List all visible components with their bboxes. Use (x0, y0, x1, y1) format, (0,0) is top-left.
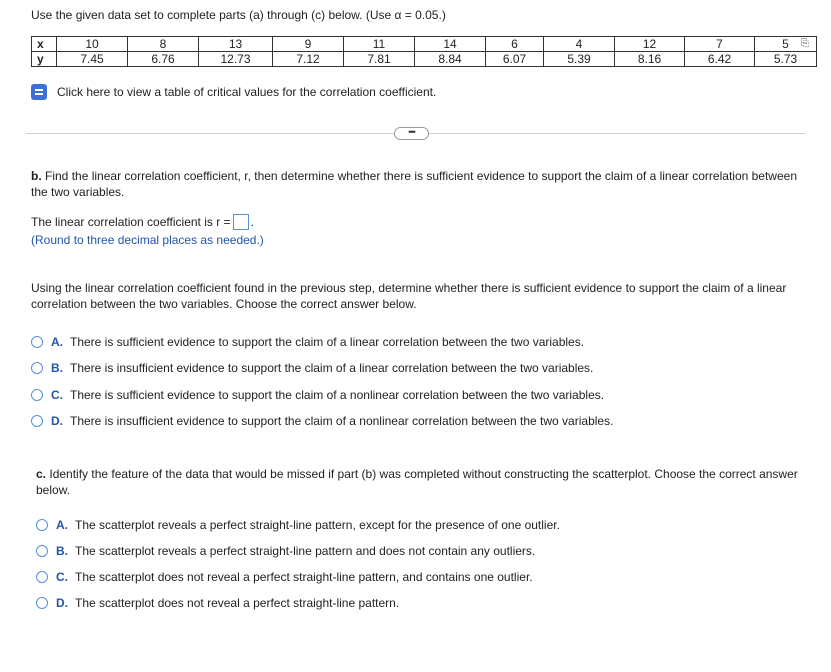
option-text: The scatterplot reveals a perfect straight-line pattern, except for the presence of one outlier. (75, 518, 560, 532)
part-b-question2: Using the linear correlation coefficient found in the previous step, determine whether there is sufficient evidence to support the claim of a linear correlation between the two variables. Choose the correct answer below. (31, 281, 787, 311)
radio-button[interactable] (36, 545, 48, 557)
option-letter: A. (56, 518, 68, 532)
x-cell: 14 (415, 37, 486, 52)
x-cell: 7 (685, 37, 755, 52)
y-cell: 8.16 (615, 52, 685, 67)
option-text: The scatterplot does not reveal a perfect straight-line pattern, and contains one outlier. (75, 570, 533, 584)
part-c-option-a[interactable] (36, 518, 560, 532)
part-b-prompt (31, 168, 801, 200)
x-cell: 4 (544, 37, 615, 52)
more-button[interactable]: ••• (394, 127, 429, 140)
x-cell: 13 (199, 37, 273, 52)
radio-button[interactable] (31, 362, 43, 374)
option-text: There is sufficient evidence to support the claim of a linear correlation between the two variables. (70, 335, 585, 349)
radio-button[interactable] (31, 415, 43, 427)
y-row (32, 52, 817, 67)
table-icon (31, 84, 47, 100)
part-b-option-d[interactable] (31, 414, 613, 428)
part-b-label: b. (31, 169, 42, 183)
radio-button[interactable] (36, 597, 48, 609)
y-cell: 7.12 (273, 52, 344, 67)
x-header: x (32, 37, 57, 52)
x-cell: 9 (273, 37, 344, 52)
r-answer-line (31, 214, 254, 230)
part-c-option-c[interactable] (36, 570, 533, 584)
x-cell: 6 (486, 37, 544, 52)
option-text: There is sufficient evidence to support the claim of a nonlinear correlation between the two variables. (70, 388, 605, 402)
radio-button[interactable] (36, 571, 48, 583)
critical-values-link-text[interactable]: Click here to view a table of critical values for the correlation coefficient. (57, 85, 437, 99)
instructions-text: Use the given data set to complete parts (a) through (c) below. (Use α = 0.05.) (31, 8, 446, 22)
part-c-prompt (36, 466, 806, 498)
option-letter: D. (51, 414, 63, 428)
y-cell: 5.39 (544, 52, 615, 67)
x-row (32, 37, 817, 52)
radio-button[interactable] (31, 336, 43, 348)
y-cell: 6.07 (486, 52, 544, 67)
option-text: There is insufficient evidence to support the claim of a nonlinear correlation between the two variables. (70, 414, 614, 428)
y-cell: 7.81 (344, 52, 415, 67)
part-c-text: Identify the feature of the data that would be missed if part (b) was completed without constructing the scatterplot. Choose the correct answer below. (36, 467, 798, 497)
option-text: The scatterplot reveals a perfect straight-line pattern and does not contain any outliers. (75, 544, 536, 558)
y-cell: 12.73 (199, 52, 273, 67)
y-cell: 8.84 (415, 52, 486, 67)
part-b-option-a[interactable] (31, 335, 584, 349)
radio-button[interactable] (31, 389, 43, 401)
option-letter: A. (51, 335, 63, 349)
copy-icon[interactable]: ⎘ (801, 38, 809, 49)
option-letter: B. (51, 361, 63, 375)
x-cell: 11 (344, 37, 415, 52)
radio-button[interactable] (36, 519, 48, 531)
x-cell: 5 (755, 37, 817, 52)
y-cell: 6.76 (128, 52, 199, 67)
y-cell: 7.45 (57, 52, 128, 67)
y-cell: 6.42 (685, 52, 755, 67)
option-letter: B. (56, 544, 68, 558)
option-letter: D. (56, 596, 68, 610)
y-cell: 5.73 (755, 52, 817, 67)
part-c-label: c. (36, 467, 47, 481)
r-input[interactable] (233, 214, 249, 230)
part-c-option-d[interactable] (36, 596, 399, 610)
r-label: The linear correlation coefficient is r = (31, 215, 231, 229)
x-cell: 10 (57, 37, 128, 52)
part-b-text: Find the linear correlation coefficient, r, then determine whether there is sufficient evidence to support the claim of a linear correlation between the two variables. (31, 169, 797, 199)
part-c-option-b[interactable] (36, 544, 535, 558)
option-letter: C. (56, 570, 68, 584)
option-letter: C. (51, 388, 63, 402)
x-cell: 12 (615, 37, 685, 52)
x-cell: 8 (128, 37, 199, 52)
part-b-option-b[interactable] (31, 361, 593, 375)
critical-values-link[interactable] (31, 84, 436, 100)
data-table (31, 36, 817, 67)
option-text: The scatterplot does not reveal a perfect straight-line pattern. (75, 596, 400, 610)
rounding-hint: (Round to three decimal places as needed.) (31, 233, 264, 247)
part-b-option-c[interactable] (31, 388, 604, 402)
y-header: y (32, 52, 57, 67)
option-text: There is insufficient evidence to support the claim of a linear correlation between the two variables. (70, 361, 594, 375)
r-suffix: . (250, 215, 254, 229)
